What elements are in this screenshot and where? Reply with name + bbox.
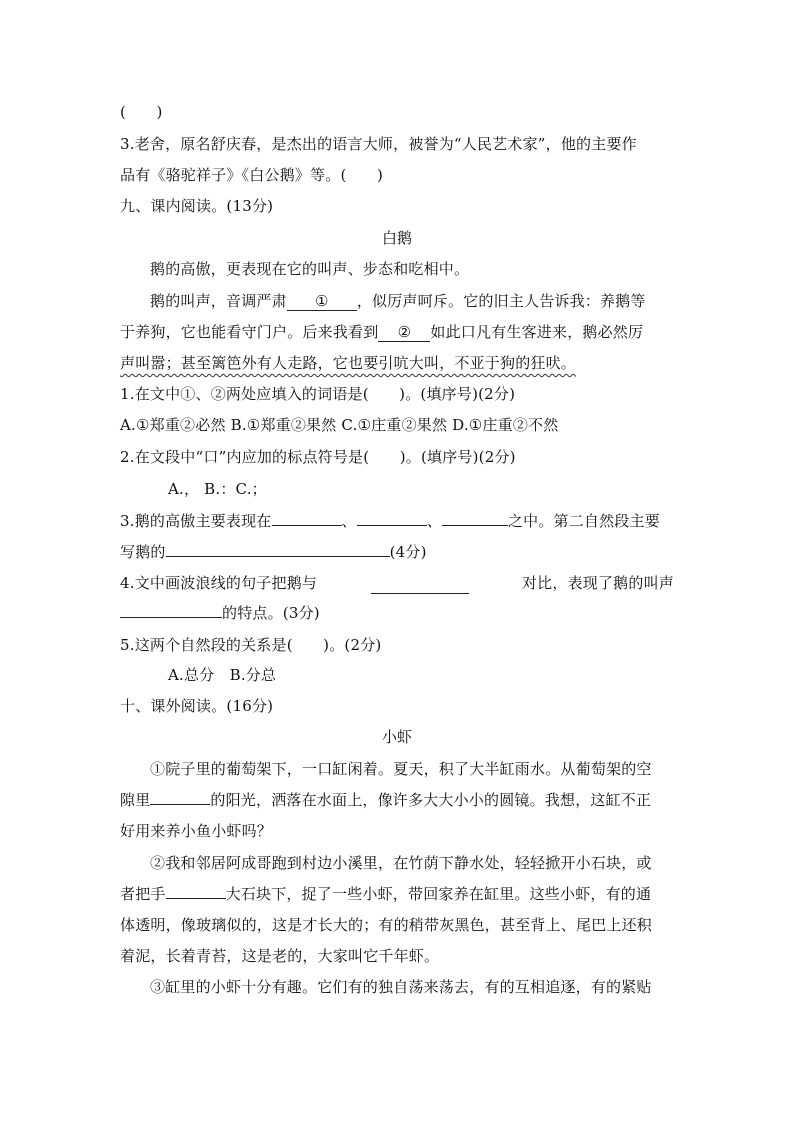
passage2-para2-line1: ②我和邻居阿成哥跑到村边小溪里，在竹荫下静水处，轻轻掀开小石块，或 [150,854,652,872]
judge-question-3-line2: 品有《骆驼祥子》《白公鹅》等。( ) [120,166,384,184]
text: 、 [426,512,442,530]
passage2-para1-line1: ①院子里的葡萄架下，一口缸闲着。夏天，积了大半缸雨水。从葡萄架的空 [150,760,652,778]
blank-2[interactable]: ② [378,323,430,342]
answer-blank[interactable] [442,525,508,526]
reading-q1: 1.在文中①、②两处应填入的词语是( )。(填序号)(2分) [120,385,516,403]
passage2-para1-line3: 好用来养小鱼小虾吗？ [120,822,273,840]
text: 对比，表现了鹅的叫声 [521,574,674,592]
answer-blank[interactable] [371,572,469,594]
text: 者把手 [120,885,166,903]
judge-question-3-line1: 3.老舍，原名舒庆春，是杰出的语言大师，被誉为“人民艺术家”，他的主要作 [120,135,637,153]
reading-q4-line1 [120,572,674,594]
text: 鹅的叫声，音调严肃 [150,292,287,310]
passage-title-white-goose: 白鹅 [381,229,412,247]
text: 的特点。(3分) [222,604,320,622]
text: (4分) [389,543,427,561]
text: 之中。第二自然段主要 [507,512,660,530]
text: 3.鹅的高傲主要表现在 [120,512,272,530]
blank-1[interactable]: ① [287,292,357,311]
reading-q1-options: A.①郑重②必然 B.①郑重②果然 C.①庄重②果然 D.①庄重②不然 [120,416,559,434]
passage1-para2-line1 [150,290,646,312]
text: 的阳光，洒落在水面上，像许多大大小小的圆镜。我想，这缸不正 [210,791,652,809]
reading-q2-options: A.， B.：C.； [168,480,267,498]
passage-title-little-shrimp: 小虾 [381,728,412,746]
answer-blank[interactable] [120,617,222,618]
answer-blank[interactable] [166,898,226,899]
reading-q5-options: A.总分 B.分总 [168,666,277,684]
text: 隙里 [120,791,151,809]
passage2-para2-line2 [120,883,651,905]
bracket-line: ( ) [120,103,163,121]
passage1-para2-line3-wavy: 声叫嚣；甚至篱笆外有人走路，它也要引吭大叫，不亚于狗的狂吠。 [120,354,577,372]
text: 写鹅的 [120,543,166,561]
answer-blank[interactable] [357,525,427,526]
text: 如此口凡有生客进来，鹅必然厉 [430,323,644,341]
answer-blank[interactable] [272,525,342,526]
passage2-para2-line3: 体透明，像玻璃似的，这是才长大的；有的稍带灰黑色，甚至背上、尾巴上还积 [120,916,653,934]
section-10-heading: 十、课外阅读。(16分) [120,697,274,715]
passage1-para1: 鹅的高傲，更表现在它的叫声、步态和吃相中。 [150,260,470,278]
text: 4.文中画波浪线的句子把鹅与 [120,574,318,592]
reading-q4-line2 [120,602,320,624]
section-9-heading: 九、课内阅读。(13分) [120,197,274,215]
reading-q3-line1 [120,510,660,532]
reading-q3-line2 [120,541,427,563]
passage2-para3-line1: ③缸里的小虾十分有趣。它们有的独自荡来荡去，有的互相追逐，有的紧贴 [150,978,652,996]
reading-q2: 2.在文段中“口”内应加的标点符号是( )。(填序号)(2分) [120,448,516,466]
answer-blank[interactable] [150,804,210,805]
passage2-para2-line4: 着泥，长着青苔，这是老的，大家叫它千年虾。 [120,947,440,965]
reading-q5: 5.这两个自然段的关系是( )。(2分) [120,636,382,654]
text: ，似厉声呵斥。它的旧主人告诉我：养鹅等 [356,292,646,310]
passage1-para2-line2 [120,321,643,343]
passage2-para1-line2 [120,789,651,811]
text: 、 [341,512,357,530]
answer-blank[interactable] [166,556,390,557]
text: 于养狗，它也能看守门户。后来我看到 [120,323,379,341]
text: 大石块下，捉了一些小虾，带回家养在缸里。这些小虾，有的通 [225,885,652,903]
